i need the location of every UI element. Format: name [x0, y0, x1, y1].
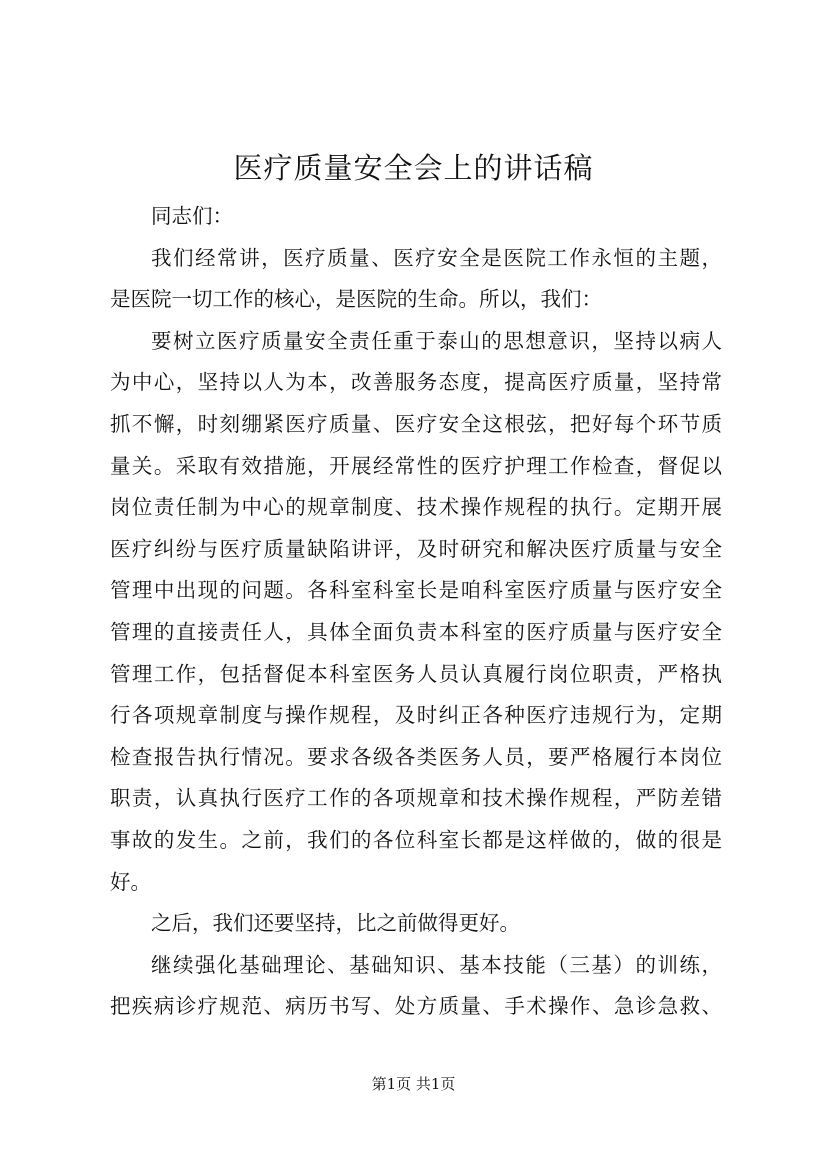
text-line: 管理工作，包括督促本科室医务人员认真履行岗位职责，严格执: [110, 661, 722, 686]
text-line: 是医院一切工作的核心，是医院的生命。所以，我们：: [110, 287, 602, 312]
text-line: 岗位责任制为中心的规章制度、技术操作规程的执行。定期开展: [110, 495, 722, 520]
text-line: 我们经常讲，医疗质量、医疗安全是医院工作永恒的主题，: [151, 245, 722, 270]
text-line: 要树立医疗质量安全责任重于泰山的思想意识，坚持以病人: [151, 328, 722, 353]
text-line: 好。: [110, 869, 151, 894]
text-line: 事故的发生。之前，我们的各位科室长都是这样做的，做的很是: [110, 827, 722, 852]
text-line: 把疾病诊疗规范、病历书写、处方质量、手术操作、急诊急救、: [110, 994, 722, 1019]
text-line: 之后，我们还要坚持，比之前做得更好。: [151, 911, 520, 936]
document-title: 医疗质量安全会上的讲话稿: [233, 151, 594, 185]
text-line: 管理中出现的问题。各科室科室长是咱科室医疗质量与医疗安全: [110, 578, 722, 603]
document-body: [110, 196, 722, 1028]
text-line: 为中心，坚持以人为本，改善服务态度，提高医疗质量，坚持常: [110, 370, 722, 395]
text-line: 检查报告执行情况。要求各级各类医务人员，要严格履行本岗位: [110, 744, 722, 769]
text-line: 量关。采取有效措施，开展经常性的医疗护理工作检查，督促以: [110, 453, 722, 478]
text-line: 继续强化基础理论、基础知识、基本技能（三基）的训练，: [151, 952, 722, 977]
text-line: 同志们：: [151, 204, 233, 228]
text-line: 职责，认真执行医疗工作的各项规章和技术操作规程，严防差错: [110, 786, 722, 811]
text-line: 行各项规章制度与操作规程，及时纠正各种医疗违规行为，定期: [110, 703, 722, 728]
text-line: 医疗纠纷与医疗质量缺陷讲评，及时研究和解决医疗质量与安全: [110, 536, 722, 561]
text-line: 抓不懈，时刻绷紧医疗质量、医疗安全这根弦，把好每个环节质: [110, 411, 722, 436]
text-line: 管理的直接责任人，具体全面负责本科室的医疗质量与医疗安全: [110, 619, 722, 644]
page-footer: 第1页 共1页: [371, 1075, 456, 1093]
